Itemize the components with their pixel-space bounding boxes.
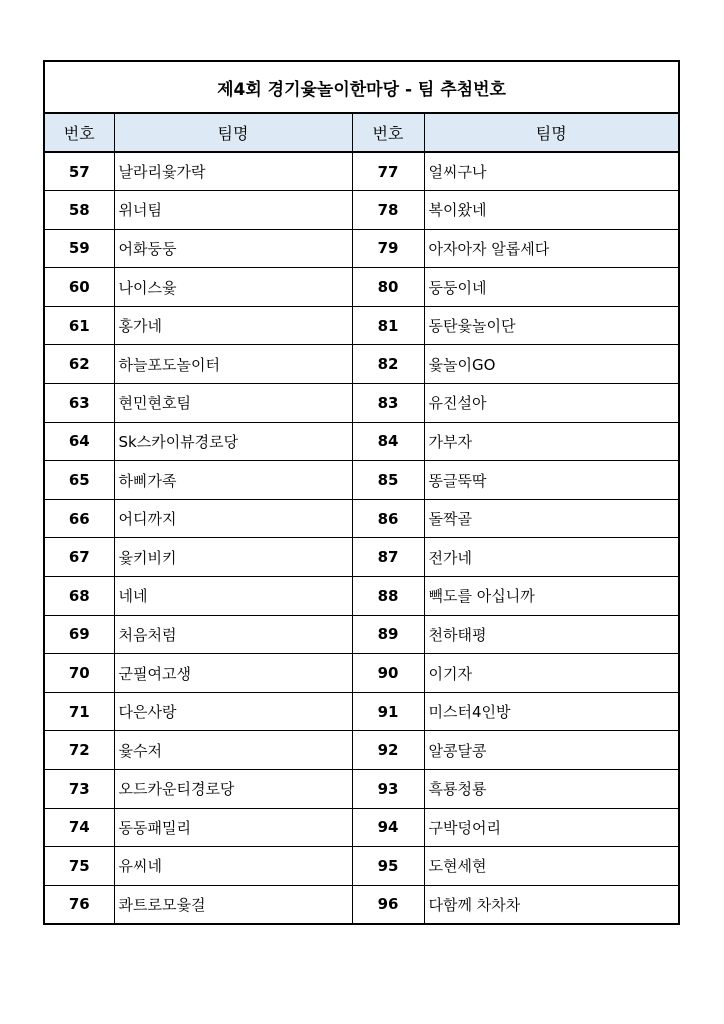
- team-name-left: 나이스윷: [114, 268, 352, 307]
- team-name-left: 동동패밀리: [114, 808, 352, 847]
- team-number-right: 90: [352, 654, 424, 693]
- team-name-right: 윷놀이GO: [424, 345, 679, 384]
- team-number-right: 92: [352, 731, 424, 770]
- team-number-right: 82: [352, 345, 424, 384]
- team-name-right: 둥둥이네: [424, 268, 679, 307]
- team-name-left: 처음처럼: [114, 615, 352, 654]
- team-name-left: 현민현호팀: [114, 384, 352, 423]
- table-row: [44, 422, 679, 461]
- column-header-number-right: 번호: [352, 113, 424, 152]
- team-number-left: 73: [44, 770, 114, 809]
- table-row: [44, 306, 679, 345]
- team-name-right: 전가네: [424, 538, 679, 577]
- team-number-right: 86: [352, 499, 424, 538]
- team-number-left: 68: [44, 577, 114, 616]
- team-name-left: 홍가네: [114, 306, 352, 345]
- table-row: [44, 191, 679, 230]
- team-number-left: 64: [44, 422, 114, 461]
- team-name-left: 윷키비키: [114, 538, 352, 577]
- table-row: [44, 654, 679, 693]
- team-number-right: 77: [352, 152, 424, 191]
- column-header-team-left: 팀명: [114, 113, 352, 152]
- table-row: [44, 615, 679, 654]
- team-name-left: 위너팀: [114, 191, 352, 230]
- draw-number-table: [43, 60, 680, 925]
- team-name-left: 어디까지: [114, 499, 352, 538]
- team-number-left: 61: [44, 306, 114, 345]
- title-row: [44, 61, 679, 113]
- column-header-team-right: 팀명: [424, 113, 679, 152]
- team-number-left: 76: [44, 885, 114, 924]
- team-name-right: 이기자: [424, 654, 679, 693]
- table-row: [44, 538, 679, 577]
- team-number-left: 60: [44, 268, 114, 307]
- team-number-right: 85: [352, 461, 424, 500]
- table-row: [44, 847, 679, 886]
- team-name-right: 다함께 차차차: [424, 885, 679, 924]
- team-name-right: 유진설아: [424, 384, 679, 423]
- team-name-left: 네네: [114, 577, 352, 616]
- team-number-left: 66: [44, 499, 114, 538]
- team-number-right: 79: [352, 229, 424, 268]
- team-name-right: 동탄윷놀이단: [424, 306, 679, 345]
- header-row: [44, 113, 679, 152]
- team-number-left: 70: [44, 654, 114, 693]
- team-name-right: 똥글뚝딱: [424, 461, 679, 500]
- table-row: [44, 731, 679, 770]
- table-row: [44, 808, 679, 847]
- team-number-right: 87: [352, 538, 424, 577]
- team-number-left: 75: [44, 847, 114, 886]
- column-header-number-left: 번호: [44, 113, 114, 152]
- team-number-right: 93: [352, 770, 424, 809]
- team-name-left: 윷수저: [114, 731, 352, 770]
- table-row: [44, 577, 679, 616]
- table-row: [44, 345, 679, 384]
- team-name-right: 빽도를 아십니까: [424, 577, 679, 616]
- table-row: [44, 692, 679, 731]
- team-number-right: 83: [352, 384, 424, 423]
- table-row: [44, 384, 679, 423]
- team-name-right: 돌짝골: [424, 499, 679, 538]
- team-name-right: 흑룡청룡: [424, 770, 679, 809]
- team-number-right: 84: [352, 422, 424, 461]
- team-name-left: 유씨네: [114, 847, 352, 886]
- team-name-left: 하삐가족: [114, 461, 352, 500]
- table-row: [44, 885, 679, 924]
- team-name-left: 다은사랑: [114, 692, 352, 731]
- table-row: [44, 152, 679, 191]
- team-number-left: 74: [44, 808, 114, 847]
- team-number-right: 81: [352, 306, 424, 345]
- team-number-right: 96: [352, 885, 424, 924]
- team-name-right: 가부자: [424, 422, 679, 461]
- team-name-right: 복이왔네: [424, 191, 679, 230]
- team-number-right: 91: [352, 692, 424, 731]
- team-number-left: 62: [44, 345, 114, 384]
- team-number-right: 78: [352, 191, 424, 230]
- team-number-right: 95: [352, 847, 424, 886]
- team-number-right: 94: [352, 808, 424, 847]
- team-name-right: 미스터4인방: [424, 692, 679, 731]
- team-number-left: 69: [44, 615, 114, 654]
- team-number-left: 65: [44, 461, 114, 500]
- team-number-left: 67: [44, 538, 114, 577]
- team-number-right: 89: [352, 615, 424, 654]
- team-name-right: 얼씨구나: [424, 152, 679, 191]
- team-number-left: 57: [44, 152, 114, 191]
- team-name-right: 아자아자 알롭세다: [424, 229, 679, 268]
- team-name-left: 하늘포도놀이터: [114, 345, 352, 384]
- team-name-left: 오드카운티경로당: [114, 770, 352, 809]
- team-number-left: 71: [44, 692, 114, 731]
- team-number-right: 80: [352, 268, 424, 307]
- team-name-right: 도현세현: [424, 847, 679, 886]
- team-name-left: Sk스카이뷰경로당: [114, 422, 352, 461]
- team-name-left: 어화둥둥: [114, 229, 352, 268]
- team-name-left: 날라리윷가락: [114, 152, 352, 191]
- team-number-left: 72: [44, 731, 114, 770]
- table-row: [44, 499, 679, 538]
- team-number-left: 59: [44, 229, 114, 268]
- team-name-right: 구박덩어리: [424, 808, 679, 847]
- page-title: 제4회 경기윷놀이한마당 - 팀 추첨번호: [44, 61, 679, 113]
- team-number-right: 88: [352, 577, 424, 616]
- table-row: [44, 770, 679, 809]
- team-number-left: 58: [44, 191, 114, 230]
- table-row: [44, 268, 679, 307]
- team-name-right: 알콩달콩: [424, 731, 679, 770]
- team-name-left: 콰트로모윷걸: [114, 885, 352, 924]
- team-name-left: 군필여고생: [114, 654, 352, 693]
- table-row: [44, 229, 679, 268]
- team-number-left: 63: [44, 384, 114, 423]
- table-row: [44, 461, 679, 500]
- team-name-right: 천하태평: [424, 615, 679, 654]
